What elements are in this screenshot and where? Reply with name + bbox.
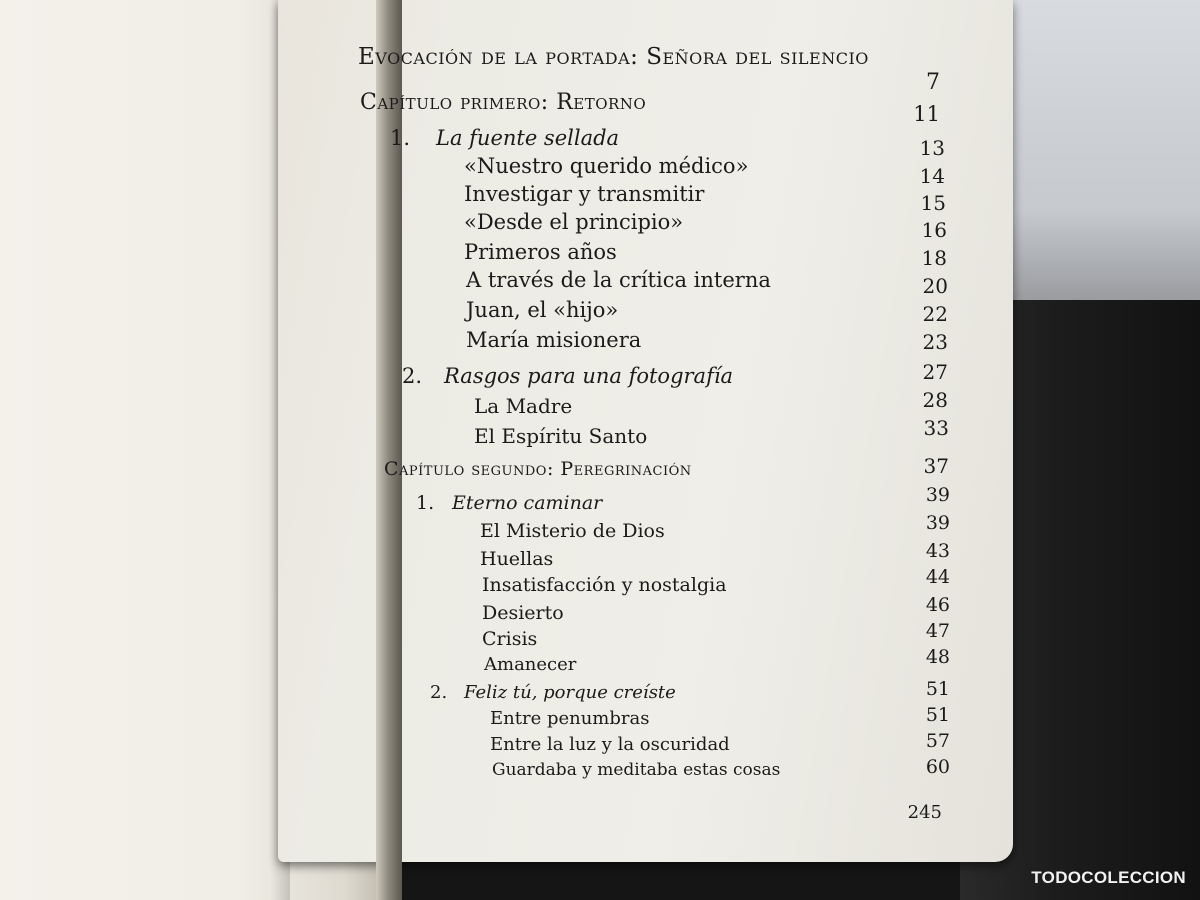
- toc-page-18: 18: [921, 246, 947, 270]
- toc-page-23: 23: [922, 330, 948, 354]
- toc-entry-juan-el-hijo: Juan, el «hijo»: [466, 298, 619, 322]
- toc-entry-amanecer: Amanecer: [484, 654, 577, 675]
- toc-entry-luz-y-oscuridad: Entre la luz y la oscuridad: [490, 734, 730, 755]
- toc-entry-section-number: 1.: [390, 126, 411, 150]
- toc-page-14: 14: [919, 164, 945, 188]
- toc-entry-capitulo-segundo: Capítulo segundo: Peregrinación: [384, 458, 692, 480]
- toc-page-46: 46: [925, 594, 950, 616]
- toc-page-51b: 51: [925, 704, 950, 726]
- toc-entry-feliz-tu: Feliz tú, porque creíste: [464, 682, 676, 703]
- toc-page-51: 51: [925, 678, 950, 700]
- toc-page-22: 22: [922, 302, 948, 326]
- toc-entry-nuestro-querido-medico: «Nuestro querido médico»: [464, 154, 749, 178]
- toc-page-57: 57: [925, 730, 950, 752]
- toc-page-39b: 39: [925, 512, 950, 534]
- toc-page-7: 7: [926, 70, 940, 95]
- toc-entry-insatisfaccion: Insatisfacción y nostalgia: [482, 574, 727, 596]
- page-number: 245: [907, 802, 942, 823]
- toc-page-39: 39: [925, 484, 950, 506]
- toc-entry-misterio-de-dios: El Misterio de Dios: [480, 520, 665, 542]
- toc-entry-espiritu-santo: El Espíritu Santo: [474, 424, 648, 448]
- toc-page-44: 44: [925, 566, 950, 588]
- toc-entry-desde-el-principio: «Desde el principio»: [464, 210, 684, 234]
- toc-entry-capitulo-primero: Capítulo primero: Retorno: [360, 90, 647, 115]
- toc-page-48: 48: [925, 646, 950, 668]
- toc-entry-maria-misionera: María misionera: [466, 328, 642, 352]
- toc-page-13: 13: [919, 136, 945, 160]
- toc-entry-critica-interna: A través de la crítica interna: [466, 268, 771, 292]
- toc-entry-huellas: Huellas: [480, 548, 554, 570]
- toc-entry-la-fuente-sellada: La fuente sellada: [436, 126, 620, 150]
- toc-page-11: 11: [913, 102, 940, 126]
- toc-entry-investigar: Investigar y transmitir: [464, 182, 705, 206]
- toc-entry-desierto: Desierto: [482, 602, 564, 624]
- toc-entry-section-number: 2.: [430, 682, 448, 703]
- toc-page-43: 43: [925, 540, 950, 562]
- toc-page-28: 28: [922, 388, 948, 412]
- toc-entry-la-madre: La Madre: [474, 394, 573, 418]
- toc-entry-evocacion: Evocación de la portada: Señora del silencio: [358, 44, 869, 70]
- toc-entry-primeros-anos: Primeros años: [464, 240, 617, 264]
- toc-entry-crisis: Crisis: [482, 628, 538, 650]
- watermark-logo: TODOCOLECCION: [1031, 868, 1186, 887]
- toc-page-20: 20: [922, 274, 948, 298]
- toc-page-60: 60: [925, 756, 950, 778]
- toc-entry-rasgos: Rasgos para una fotografía: [444, 364, 734, 388]
- toc-page-16: 16: [921, 218, 947, 242]
- toc-entry-eterno-caminar: Eterno caminar: [452, 492, 603, 514]
- toc-page-15: 15: [920, 191, 946, 215]
- toc-entry-section-number: 1.: [416, 492, 435, 514]
- toc-entry-guardaba: Guardaba y meditaba estas cosas: [492, 760, 781, 780]
- toc-entry-entre-penumbras: Entre penumbras: [490, 708, 650, 729]
- toc-page-47: 47: [925, 620, 950, 642]
- toc-entry-section-number: 2.: [402, 364, 423, 388]
- toc-page-27: 27: [922, 360, 948, 384]
- toc-page-37: 37: [923, 454, 949, 478]
- toc-page-33: 33: [923, 416, 949, 440]
